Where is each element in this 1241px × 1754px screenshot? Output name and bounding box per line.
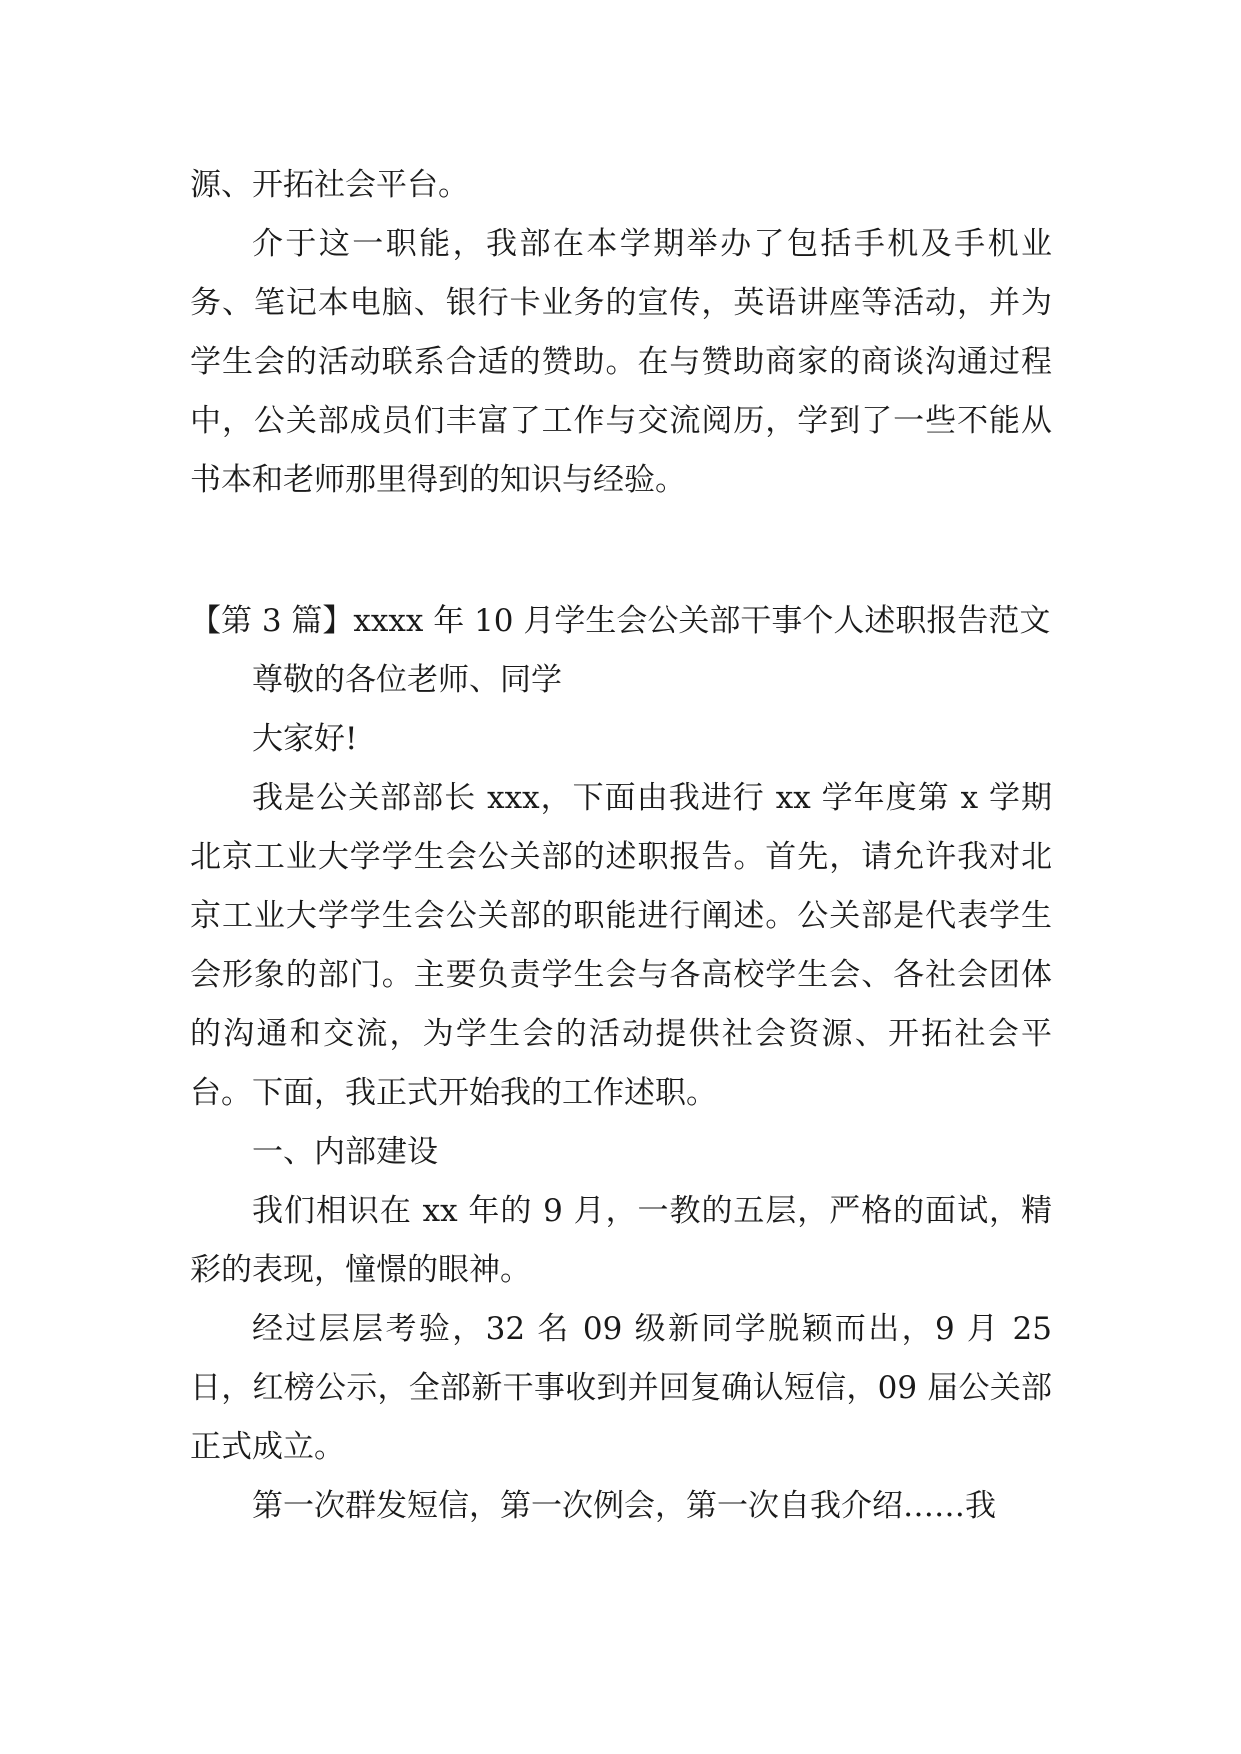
paragraph-firsts: 第一次群发短信，第一次例会，第一次自我介绍……我	[252, 1488, 996, 1524]
paragraph-first-meeting: 我们相识在 xx 年的 9 月，一教的五层，严格的面试，精彩的表现，憧憬的眼神。	[190, 1193, 1052, 1288]
document-body	[190, 156, 1052, 1536]
greeting: 大家好!	[252, 721, 358, 757]
paragraph-selection: 经过层层考验，32 名 09 级新同学脱颖而出，9 月 25 日，红榜公示，全部新干事收到并回复确认短信，09 届公关部正式成立。	[190, 1311, 1052, 1465]
subheading-internal-construction: 一、内部建设	[252, 1134, 438, 1170]
paragraph-continuation: 源、开拓社会平台。	[190, 167, 469, 203]
paragraph-functions: 介于这一职能，我部在本学期举办了包括手机及手机业务、笔记本电脑、银行卡业务的宣传，英语讲座等活动，并为学生会的活动联系合适的赞助。在与赞助商家的商谈沟通过程中，公关部成员们丰富了工作与交流阅历，学到了一些不能从书本和老师那里得到的知识与经验。	[190, 226, 1052, 498]
salutation: 尊敬的各位老师、同学	[252, 662, 562, 698]
section-heading: 【第 3 篇】xxxx 年 10 月学生会公关部干事个人述职报告范文	[190, 603, 1051, 639]
paragraph-introduction: 我是公关部部长 xxx，下面由我进行 xx 学年度第 x 学期北京工业大学学生会公关部的述职报告。首先，请允许我对北京工业大学学生会公关部的职能进行阐述。公关部是代表学生会形象的部门。主要负责学生会与各高校学生会、各社会团体的沟通和交流，为学生会的活动提供社会资源、开拓社会平台。下面，我正式开始我的工作述职。	[190, 780, 1052, 1111]
